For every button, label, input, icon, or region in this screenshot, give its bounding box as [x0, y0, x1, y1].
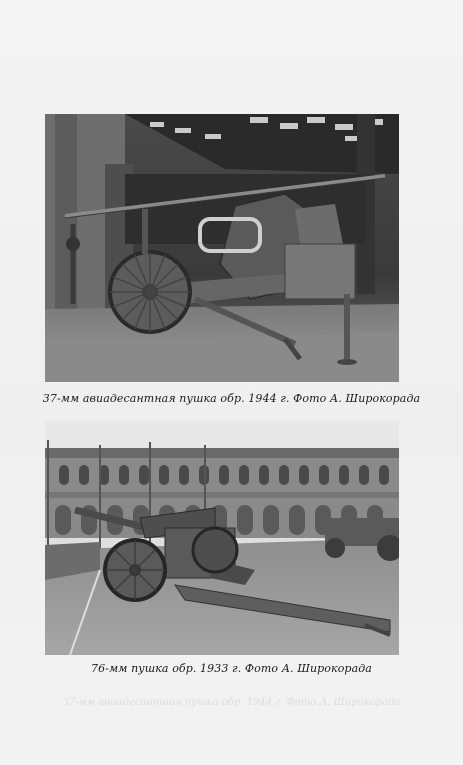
figure-caption-1: 37-мм авиадесантная пушка обр. 1944 г. Фото А. Широкорада	[42, 392, 421, 405]
photo-37mm-airborne-gun	[45, 114, 399, 382]
figure-caption-2: 76-мм пушка обр. 1933 г. Фото А. Широкорада	[91, 662, 372, 675]
field-gun-courtyard-photo	[45, 420, 399, 655]
anti-tank-gun-museum-photo	[45, 114, 399, 382]
photo-76mm-gun	[45, 420, 399, 655]
show-through-text: 37-мм авиадесантная пушка обр. 1944 г. Фото А. Широкорада	[62, 697, 401, 708]
